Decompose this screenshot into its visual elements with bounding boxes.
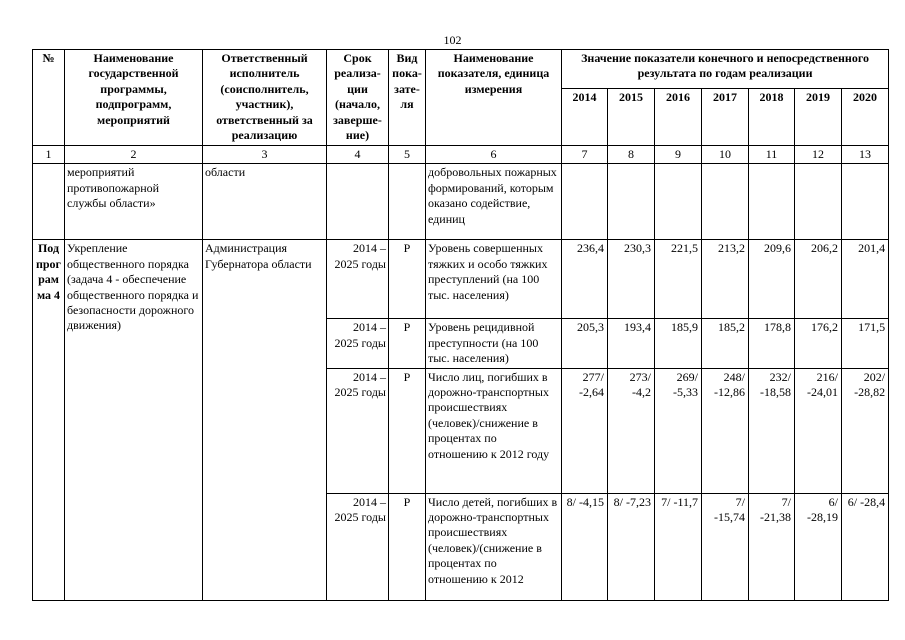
cell-empty [608, 164, 655, 240]
value-cell: 230,3 [608, 240, 655, 319]
table-row [33, 240, 889, 319]
header-term: Срок реализа-ции (начало, заверше-ние) [327, 50, 389, 146]
cell-empty [327, 164, 389, 240]
program-indicators-table [32, 49, 889, 601]
continuation-indicator: добровольных пожарных формирований, которым оказано содействие, единиц [426, 164, 562, 240]
value-cell: 7/ -11,7 [655, 493, 702, 600]
indicator-name-cell: Число лиц, погибших в дорожно-транспортных происшествиях (человек)/снижение в процентах по отношению к 2012 году [426, 368, 562, 493]
column-numbers-row [33, 146, 889, 164]
column-number: 4 [327, 146, 389, 164]
value-cell: 273/ -4,2 [608, 368, 655, 493]
header-year: 2016 [655, 89, 702, 146]
value-cell: 201,4 [842, 240, 889, 319]
value-cell: 216/ -24,01 [795, 368, 842, 493]
value-cell: 171,5 [842, 319, 889, 368]
indicator-type-cell: Р [389, 240, 426, 319]
column-number: 1 [33, 146, 65, 164]
header-indicator-type: Вид пока-зате-ля [389, 50, 426, 146]
header-values-group: Значение показатели конечного и непосредственного результата по годам реализации [562, 50, 889, 89]
value-cell: 185,2 [702, 319, 749, 368]
indicator-name-cell: Число детей, погибших в дорожно-транспортных происшествиях (человек)/(снижение в процентах по отношению к 2012 [426, 493, 562, 600]
value-cell: 8/ -4,15 [562, 493, 608, 600]
subprogram-label: Под прог рам ма 4 [33, 240, 65, 600]
column-number: 5 [389, 146, 426, 164]
value-cell: 205,3 [562, 319, 608, 368]
continuation-program-name: мероприятий противопожарной службы области» [65, 164, 203, 240]
header-indicator-name: Наименование показателя, единица измерения [426, 50, 562, 146]
indicator-name-cell: Уровень рецидивной преступности (на 100 тыс. населения) [426, 319, 562, 368]
cell-empty [749, 164, 795, 240]
column-number: 3 [203, 146, 327, 164]
term-cell: 2014 – 2025 годы [327, 368, 389, 493]
column-number: 10 [702, 146, 749, 164]
header-year: 2018 [749, 89, 795, 146]
column-number: 13 [842, 146, 889, 164]
value-cell: 178,8 [749, 319, 795, 368]
column-number: 6 [426, 146, 562, 164]
indicator-type-cell: Р [389, 493, 426, 600]
subprogram-executor: Администрация Губернатора области [203, 240, 327, 600]
continuation-row [33, 164, 889, 240]
term-cell: 2014 – 2025 годы [327, 319, 389, 368]
value-cell: 232/ -18,58 [749, 368, 795, 493]
value-cell: 7/ -21,38 [749, 493, 795, 600]
header-number: № [33, 50, 65, 146]
cell-empty [702, 164, 749, 240]
value-cell: 248/ -12,86 [702, 368, 749, 493]
value-cell: 8/ -7,23 [608, 493, 655, 600]
page-number: 102 [443, 33, 462, 47]
header-year: 2015 [608, 89, 655, 146]
value-cell: 176,2 [795, 319, 842, 368]
column-number: 9 [655, 146, 702, 164]
cell-empty [795, 164, 842, 240]
value-cell: 6/ -28,4 [842, 493, 889, 600]
cell-empty [562, 164, 608, 240]
term-cell: 2014 – 2025 годы [327, 493, 389, 600]
indicator-type-cell: Р [389, 319, 426, 368]
column-number: 2 [65, 146, 203, 164]
column-number: 12 [795, 146, 842, 164]
cell-empty [655, 164, 702, 240]
value-cell: 209,6 [749, 240, 795, 319]
header-year: 2019 [795, 89, 842, 146]
indicator-name-cell: Уровень совершенных тяжких и особо тяжких преступлений (на 100 тыс. населения) [426, 240, 562, 319]
continuation-executor: области [203, 164, 327, 240]
value-cell: 206,2 [795, 240, 842, 319]
cell-empty [842, 164, 889, 240]
value-cell: 269/ -5,33 [655, 368, 702, 493]
subprogram-name: Укрепление общественного порядка (задача 4 - обеспечение общественного порядка и безопасности дорожного движения) [65, 240, 203, 600]
term-cell: 2014 – 2025 годы [327, 240, 389, 319]
value-cell: 236,4 [562, 240, 608, 319]
value-cell: 185,9 [655, 319, 702, 368]
value-cell: 277/ -2,64 [562, 368, 608, 493]
value-cell: 202/ -28,82 [842, 368, 889, 493]
column-number: 7 [562, 146, 608, 164]
column-number: 11 [749, 146, 795, 164]
value-cell: 221,5 [655, 240, 702, 319]
header-year: 2020 [842, 89, 889, 146]
column-number: 8 [608, 146, 655, 164]
value-cell: 6/ -28,19 [795, 493, 842, 600]
cell-empty [33, 164, 65, 240]
value-cell: 193,4 [608, 319, 655, 368]
header-year: 2014 [562, 89, 608, 146]
value-cell: 7/ -15,74 [702, 493, 749, 600]
indicator-type-cell: Р [389, 368, 426, 493]
header-executor: Ответственный исполнитель (соисполнитель, участник), ответственный за реализацию [203, 50, 327, 146]
cell-empty [389, 164, 426, 240]
header-year: 2017 [702, 89, 749, 146]
value-cell: 213,2 [702, 240, 749, 319]
header-program-name: Наименование государственной программы, подпрограмм, мероприятий [65, 50, 203, 146]
